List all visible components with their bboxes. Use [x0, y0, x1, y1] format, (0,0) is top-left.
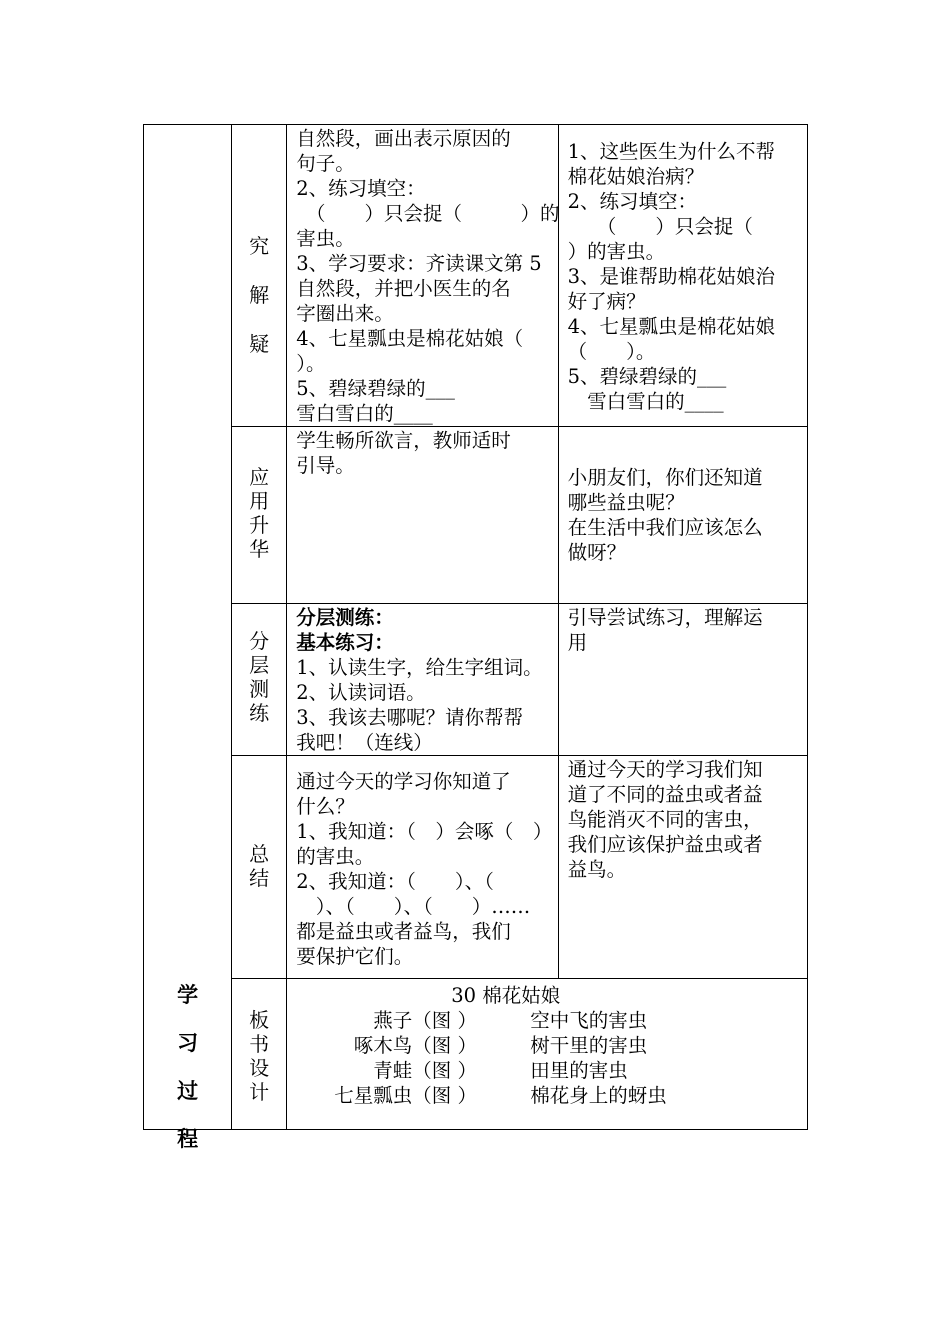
- stage-char: 计: [249, 1080, 270, 1104]
- content-line: 2、认读词语。: [296, 681, 426, 704]
- board-row-left: 燕子（图 ）: [373, 1009, 477, 1032]
- stage-char: 练: [249, 701, 270, 725]
- content-line: 什么？: [296, 795, 355, 818]
- content-cell: [287, 125, 558, 427]
- stage-cell: [232, 756, 287, 979]
- notes-line: 道了不同的益虫或者益: [567, 783, 763, 806]
- content-cell: [287, 756, 558, 979]
- notes-line: 通过今天的学习我们知: [567, 758, 763, 781]
- stage-char: 用: [249, 489, 270, 513]
- notes-line: 好了病？: [567, 290, 646, 313]
- notes-cell: [558, 756, 807, 979]
- content-line: 通过今天的学习你知道了: [296, 770, 511, 793]
- content-line: 雪白雪白的____: [296, 402, 433, 425]
- content-line: 自然段，画出表示原因的: [296, 127, 511, 150]
- content-line: 4、七星瓢虫是棉花姑娘（: [296, 327, 524, 350]
- content-line: 1、我知道：（ ）会啄（ ）: [296, 820, 553, 843]
- content-line: 要保护它们。: [296, 945, 414, 968]
- notes-line: 鸟能消灭不同的害虫，: [567, 808, 763, 831]
- content-line: （ ）只会捉（ ）的: [296, 202, 560, 225]
- board-row: [287, 1008, 807, 1033]
- content-line: ）。: [296, 352, 326, 375]
- board-row-right: 田里的害虫: [530, 1059, 628, 1082]
- stage-char: 测: [249, 677, 270, 701]
- content-line: 1、认读生字，给生字组词。: [296, 656, 543, 679]
- notes-cell: [558, 427, 807, 604]
- content-line: 3、学习要求：齐读课文第 5: [296, 252, 542, 275]
- section-label-cell: [144, 125, 232, 1151]
- notes-line: 在生活中我们应该怎么: [567, 516, 763, 539]
- board-row-left: 啄木鸟（图 ）: [353, 1034, 477, 1057]
- stage-char: 层: [249, 653, 270, 677]
- notes-line: 5、碧绿碧绿的___: [567, 365, 727, 388]
- stage-cell: [232, 604, 287, 756]
- board-row: [287, 1033, 807, 1058]
- stage-char: 华: [249, 537, 270, 561]
- board-design-cell: [287, 979, 808, 1130]
- stage-cell: [232, 125, 287, 427]
- notes-line: 哪些益虫呢？: [567, 491, 685, 514]
- notes-line: 做呀？: [567, 541, 627, 564]
- exercise-subheading: 基本练习：: [296, 631, 394, 654]
- stage-cell: [232, 979, 287, 1130]
- section-label-char: 习: [177, 1031, 199, 1055]
- table-row: [144, 604, 808, 756]
- content-line: ）、（ ）、（ ）……: [296, 895, 531, 918]
- content-line: 5、碧绿碧绿的___: [296, 377, 455, 400]
- board-row-left: 青蛙（图 ）: [373, 1059, 477, 1082]
- stage-char: 结: [249, 866, 270, 890]
- notes-line: 4、七星瓢虫是棉花姑娘: [567, 315, 776, 338]
- notes-line: 棉花姑娘治病？: [567, 165, 705, 188]
- section-label-char: 程: [177, 1127, 199, 1151]
- content-line: 的害虫。: [296, 845, 375, 868]
- table-row: [144, 979, 808, 1130]
- notes-cell: [558, 125, 807, 427]
- stage-char: 解: [249, 283, 270, 307]
- table-row: [144, 427, 808, 604]
- content-cell: [287, 427, 558, 604]
- notes-line: 我们应该保护益虫或者: [567, 833, 763, 856]
- stage-char: 总: [249, 842, 270, 866]
- stage-char: 究: [249, 234, 270, 258]
- notes-line: （ ）只会捉（: [567, 215, 753, 238]
- content-line: 句子。: [296, 152, 355, 175]
- content-line: 2、练习填空：: [296, 177, 426, 200]
- content-line: 害虫。: [296, 227, 355, 250]
- notes-line: 引导尝试练习，理解运: [567, 606, 763, 629]
- notes-line: 3、是谁帮助棉花姑娘治: [567, 265, 776, 288]
- content-line: 字圈出来。: [296, 302, 394, 325]
- stage-cell: [232, 427, 287, 604]
- section-label-char: 学: [177, 983, 199, 1007]
- content-line: 都是益虫或者益鸟，我们: [296, 920, 511, 943]
- notes-line: （ ）。: [567, 340, 656, 363]
- board-row: [287, 1058, 807, 1083]
- board-title: 30 棉花姑娘: [451, 984, 561, 1007]
- stage-char: 疑: [249, 332, 270, 356]
- notes-line: ）的害虫。: [567, 240, 666, 263]
- section-label: [144, 971, 231, 1163]
- notes-line: 用: [567, 631, 588, 654]
- stage-char: 板: [249, 1008, 270, 1032]
- board-row-right: 棉花身上的蚜虫: [530, 1084, 667, 1107]
- content-line: 自然段，并把小医生的名: [296, 277, 511, 300]
- notes-line: 益鸟。: [567, 858, 627, 881]
- stage-char: 书: [249, 1032, 270, 1056]
- table-row: [144, 125, 808, 427]
- stage-char: 设: [249, 1056, 270, 1080]
- content-line: 学生畅所欲言，教师适时: [296, 429, 511, 452]
- notes-cell: [558, 604, 807, 756]
- board-row-right: 树干里的害虫: [530, 1034, 648, 1057]
- content-cell: [287, 604, 558, 756]
- content-line: 引导。: [296, 454, 355, 477]
- notes-line: 雪白雪白的____: [567, 390, 724, 413]
- table-row: [144, 756, 808, 979]
- board-row-left: 七星瓢虫（图 ）: [334, 1084, 477, 1107]
- notes-line: 2、练习填空：: [567, 190, 698, 213]
- content-line: 我吧！（连线）: [296, 731, 433, 754]
- section-label-char: 过: [177, 1079, 199, 1103]
- board-row-right: 空中飞的害虫: [530, 1009, 648, 1032]
- notes-line: 小朋友们，你们还知道: [567, 466, 763, 489]
- stage-char: 分: [249, 629, 270, 653]
- lesson-plan-table: [143, 124, 808, 1151]
- stage-char: 升: [249, 513, 270, 537]
- board-row: [287, 1083, 807, 1108]
- content-line: 3、我该去哪呢？请你帮帮: [296, 706, 524, 729]
- content-line: 2、我知道：（ ）、（: [296, 870, 494, 893]
- notes-line: 1、这些医生为什么不帮: [567, 140, 776, 163]
- exercise-heading: 分层测练：: [296, 606, 394, 629]
- stage-char: 应: [249, 465, 270, 489]
